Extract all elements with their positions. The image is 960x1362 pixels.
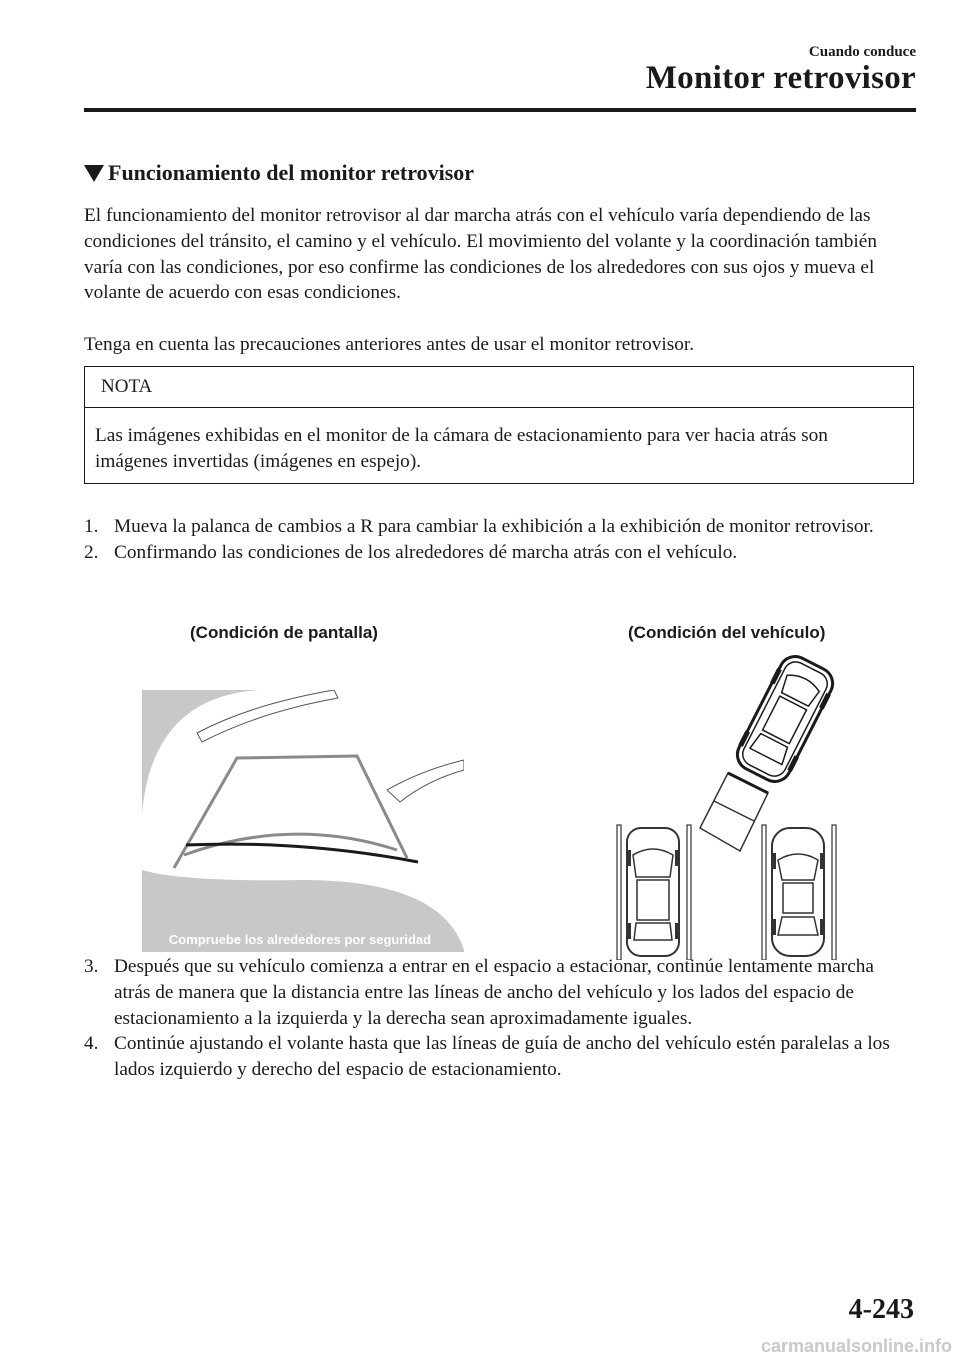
list-item-text: Confirmando las condiciones de los alrededores dé marcha atrás con el vehículo. [114,541,738,563]
steps-list-a [84,514,914,566]
list-item-text: Continúe ajustando el volante hasta que las líneas de guía de ancho del vehículo estén paralelas a los lados izquierdo y derecho del espacio de estacionamiento. [114,1033,890,1081]
vehicle-condition-caption: (Condición del vehículo) [628,623,826,642]
watermark: carmanualsonline.info [760,1336,952,1356]
list-item [84,954,914,1031]
screen-warning-text: Compruebe los alrededores por seguridad [168,932,432,947]
page-title: Monitor retrovisor [645,60,916,96]
screen-condition-caption: (Condición de pantalla) [190,623,378,642]
vehicle-parking-illustration [600,655,850,960]
reversing-car [730,655,840,788]
section-heading [84,160,474,186]
triangle-bullet-icon [84,165,104,182]
list-item-number: 1. [84,516,99,537]
list-item [84,514,914,540]
chapter-label: Cuando conduce [808,44,916,60]
list-item [84,540,914,566]
list-item [84,1031,914,1083]
parking-line [687,825,691,960]
list-item-number: 3. [84,956,99,977]
parked-car-right [772,828,824,956]
header-divider [84,108,916,112]
page-number: 4-243 [848,1294,914,1325]
list-item-text: Después que su vehículo comienza a entrar en el espacio a estacionar, continúe lentamente marcha atrás de manera que la distancia entre las líneas de ancho del vehículo y los lados del espacio de estacionamiento a la izquierda y la derecha sean aproximadamente iguales. [114,956,874,1029]
list-item-number: 4. [84,1033,99,1055]
note-label: NOTA [101,376,153,397]
steps-list-b [84,954,914,1083]
parking-line [762,825,766,960]
caution-paragraph: Tenga en cuenta las precauciones anteriores antes de usar el monitor retrovisor. [84,334,695,355]
parking-line [832,825,836,960]
section-title-text: Funcionamiento del monitor retrovisor [108,160,475,185]
rear-camera-screen-illustration [142,690,464,952]
intro-paragraph: El funcionamiento del monitor retrovisor al dar marcha atrás con el vehículo varía dependiendo de las condiciones del tránsito, el camino y el vehículo. El movimiento del volante y la coordinación también varía con las condiciones, por eso confirme las condiciones de los alrededores con sus ojos y mueva el volante de acuerdo con esas condiciones. [84,205,877,304]
parked-car-left [627,828,679,956]
list-item-number: 2. [84,541,99,563]
rear-guide-projection [700,773,768,851]
list-item-text: Mueva la palanca de cambios a R para cambiar la exhibición a la exhibición de monitor retrovisor. [114,516,874,537]
note-header [85,367,913,408]
parking-line [617,825,621,960]
note-box [84,366,914,484]
note-text: Las imágenes exhibidas en el monitor de la cámara de estacionamiento para ver hacia atrás son imágenes invertidas (imágenes en espejo). [95,425,828,472]
